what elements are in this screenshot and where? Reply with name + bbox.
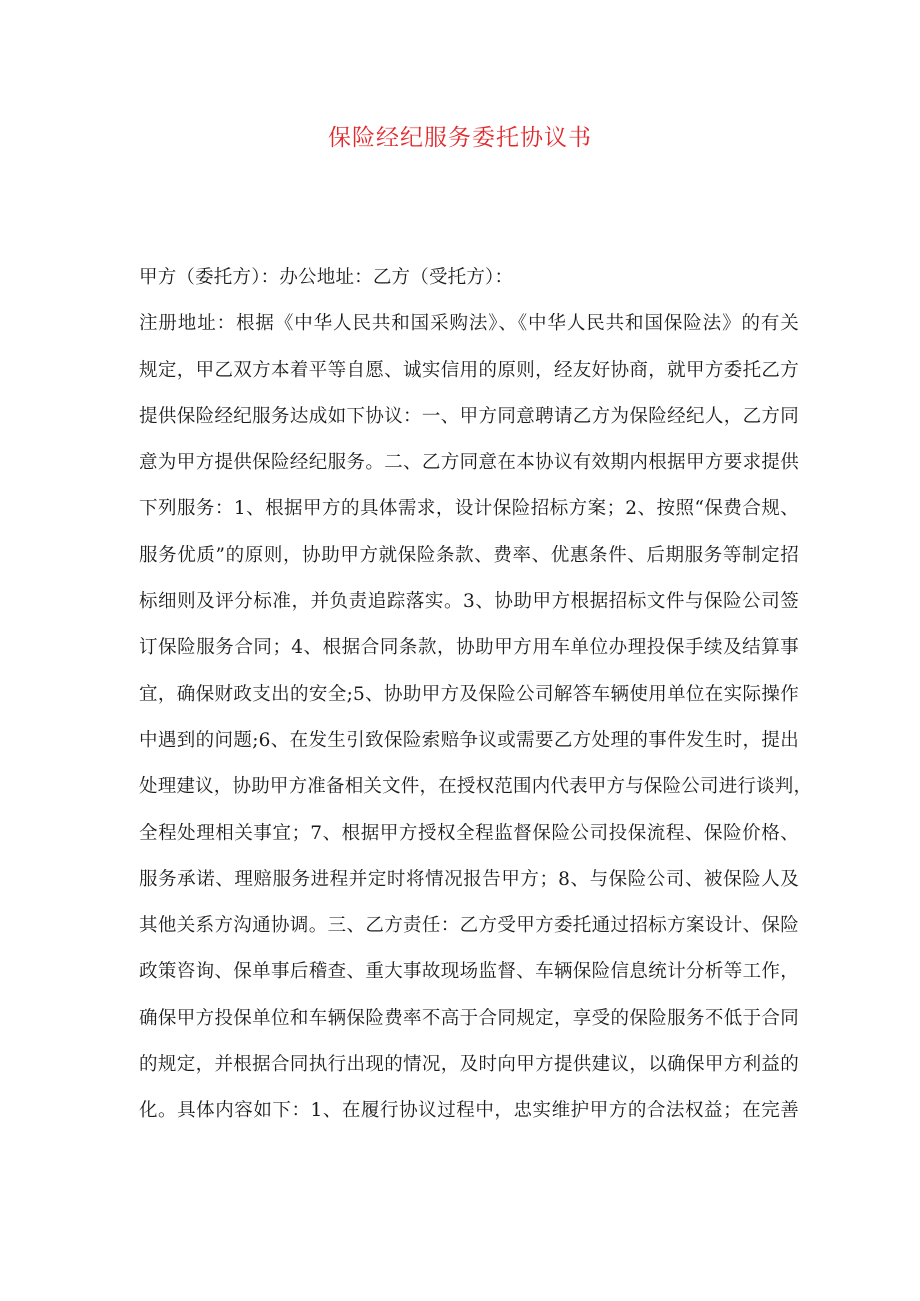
body-line-11: 中遇到的问题;6、在发生引致保险索赔争议或需要乙方处理的事件发生时，提出	[139, 729, 799, 751]
body-line-6: 下列服务：1、根据甲方的具体需求，设计保险招标方案；2、按照“保费合规、	[139, 498, 799, 520]
body-line-14: 服务承诺、理赔服务进程并定时将情况报告甲方；8、与保险公司、被保险人及	[139, 868, 799, 890]
body-line-9: 订保险服务合同；4、根据合同条款，协助甲方用车单位办理投保手续及结算事	[139, 637, 799, 659]
document-body	[139, 262, 813, 1142]
body-line-7: 服务优质”的原则，协助甲方就保险条款、费率、优惠条件、后期服务等制定招	[139, 544, 799, 566]
body-line-18: 的规定，并根据合同执行出现的情况，及时向甲方提供建议，以确保甲方利益的	[139, 1054, 799, 1076]
body-line-4: 提供保险经纪服务达成如下协议：一、甲方同意聘请乙方为保险经纪人，乙方同	[139, 405, 799, 427]
body-line-13: 全程处理相关事宜；7、根据甲方授权全程监督保险公司投保流程、保险价格、	[139, 822, 799, 844]
body-line-12: 处理建议，协助甲方准备相关文件，在授权范围内代表甲方与保险公司进行谈判，	[139, 776, 813, 798]
body-line-2: 注册地址：根据《中华人民共和国采购法》、《中华人民共和国保险法》的有关	[139, 313, 799, 335]
body-line-10: 宜，确保财政支出的安全;5、协助甲方及保险公司解答车辆使用单位在实际操作	[139, 683, 799, 705]
body-line-19: 化。具体内容如下：1、在履行协议过程中，忠实维护甲方的合法权益；在完善	[139, 1100, 799, 1122]
body-line-1: 甲方（委托方）：办公地址：乙方（受托方）：	[139, 267, 514, 288]
document-title: 保险经纪服务委托协议书	[328, 125, 592, 151]
body-line-15: 其他关系方沟通协调。三、乙方责任：乙方受甲方委托通过招标方案设计、保险	[139, 915, 799, 937]
body-line-16: 政策咨询、保单事后稽查、重大事故现场监督、车辆保险信息统计分析等工作，	[139, 961, 799, 983]
body-line-17: 确保甲方投保单位和车辆保险费率不高于合同规定，享受的保险服务不低于合同	[139, 1007, 799, 1029]
body-line-3: 规定，甲乙双方本着平等自愿、诚实信用的原则，经友好协商，就甲方委托乙方	[139, 359, 799, 381]
body-line-8: 标细则及评分标准，并负责追踪落实。3、协助甲方根据招标文件与保险公司签	[139, 591, 799, 613]
body-line-5: 意为甲方提供保险经纪服务。二、乙方同意在本协议有效期内根据甲方要求提供	[139, 452, 799, 474]
